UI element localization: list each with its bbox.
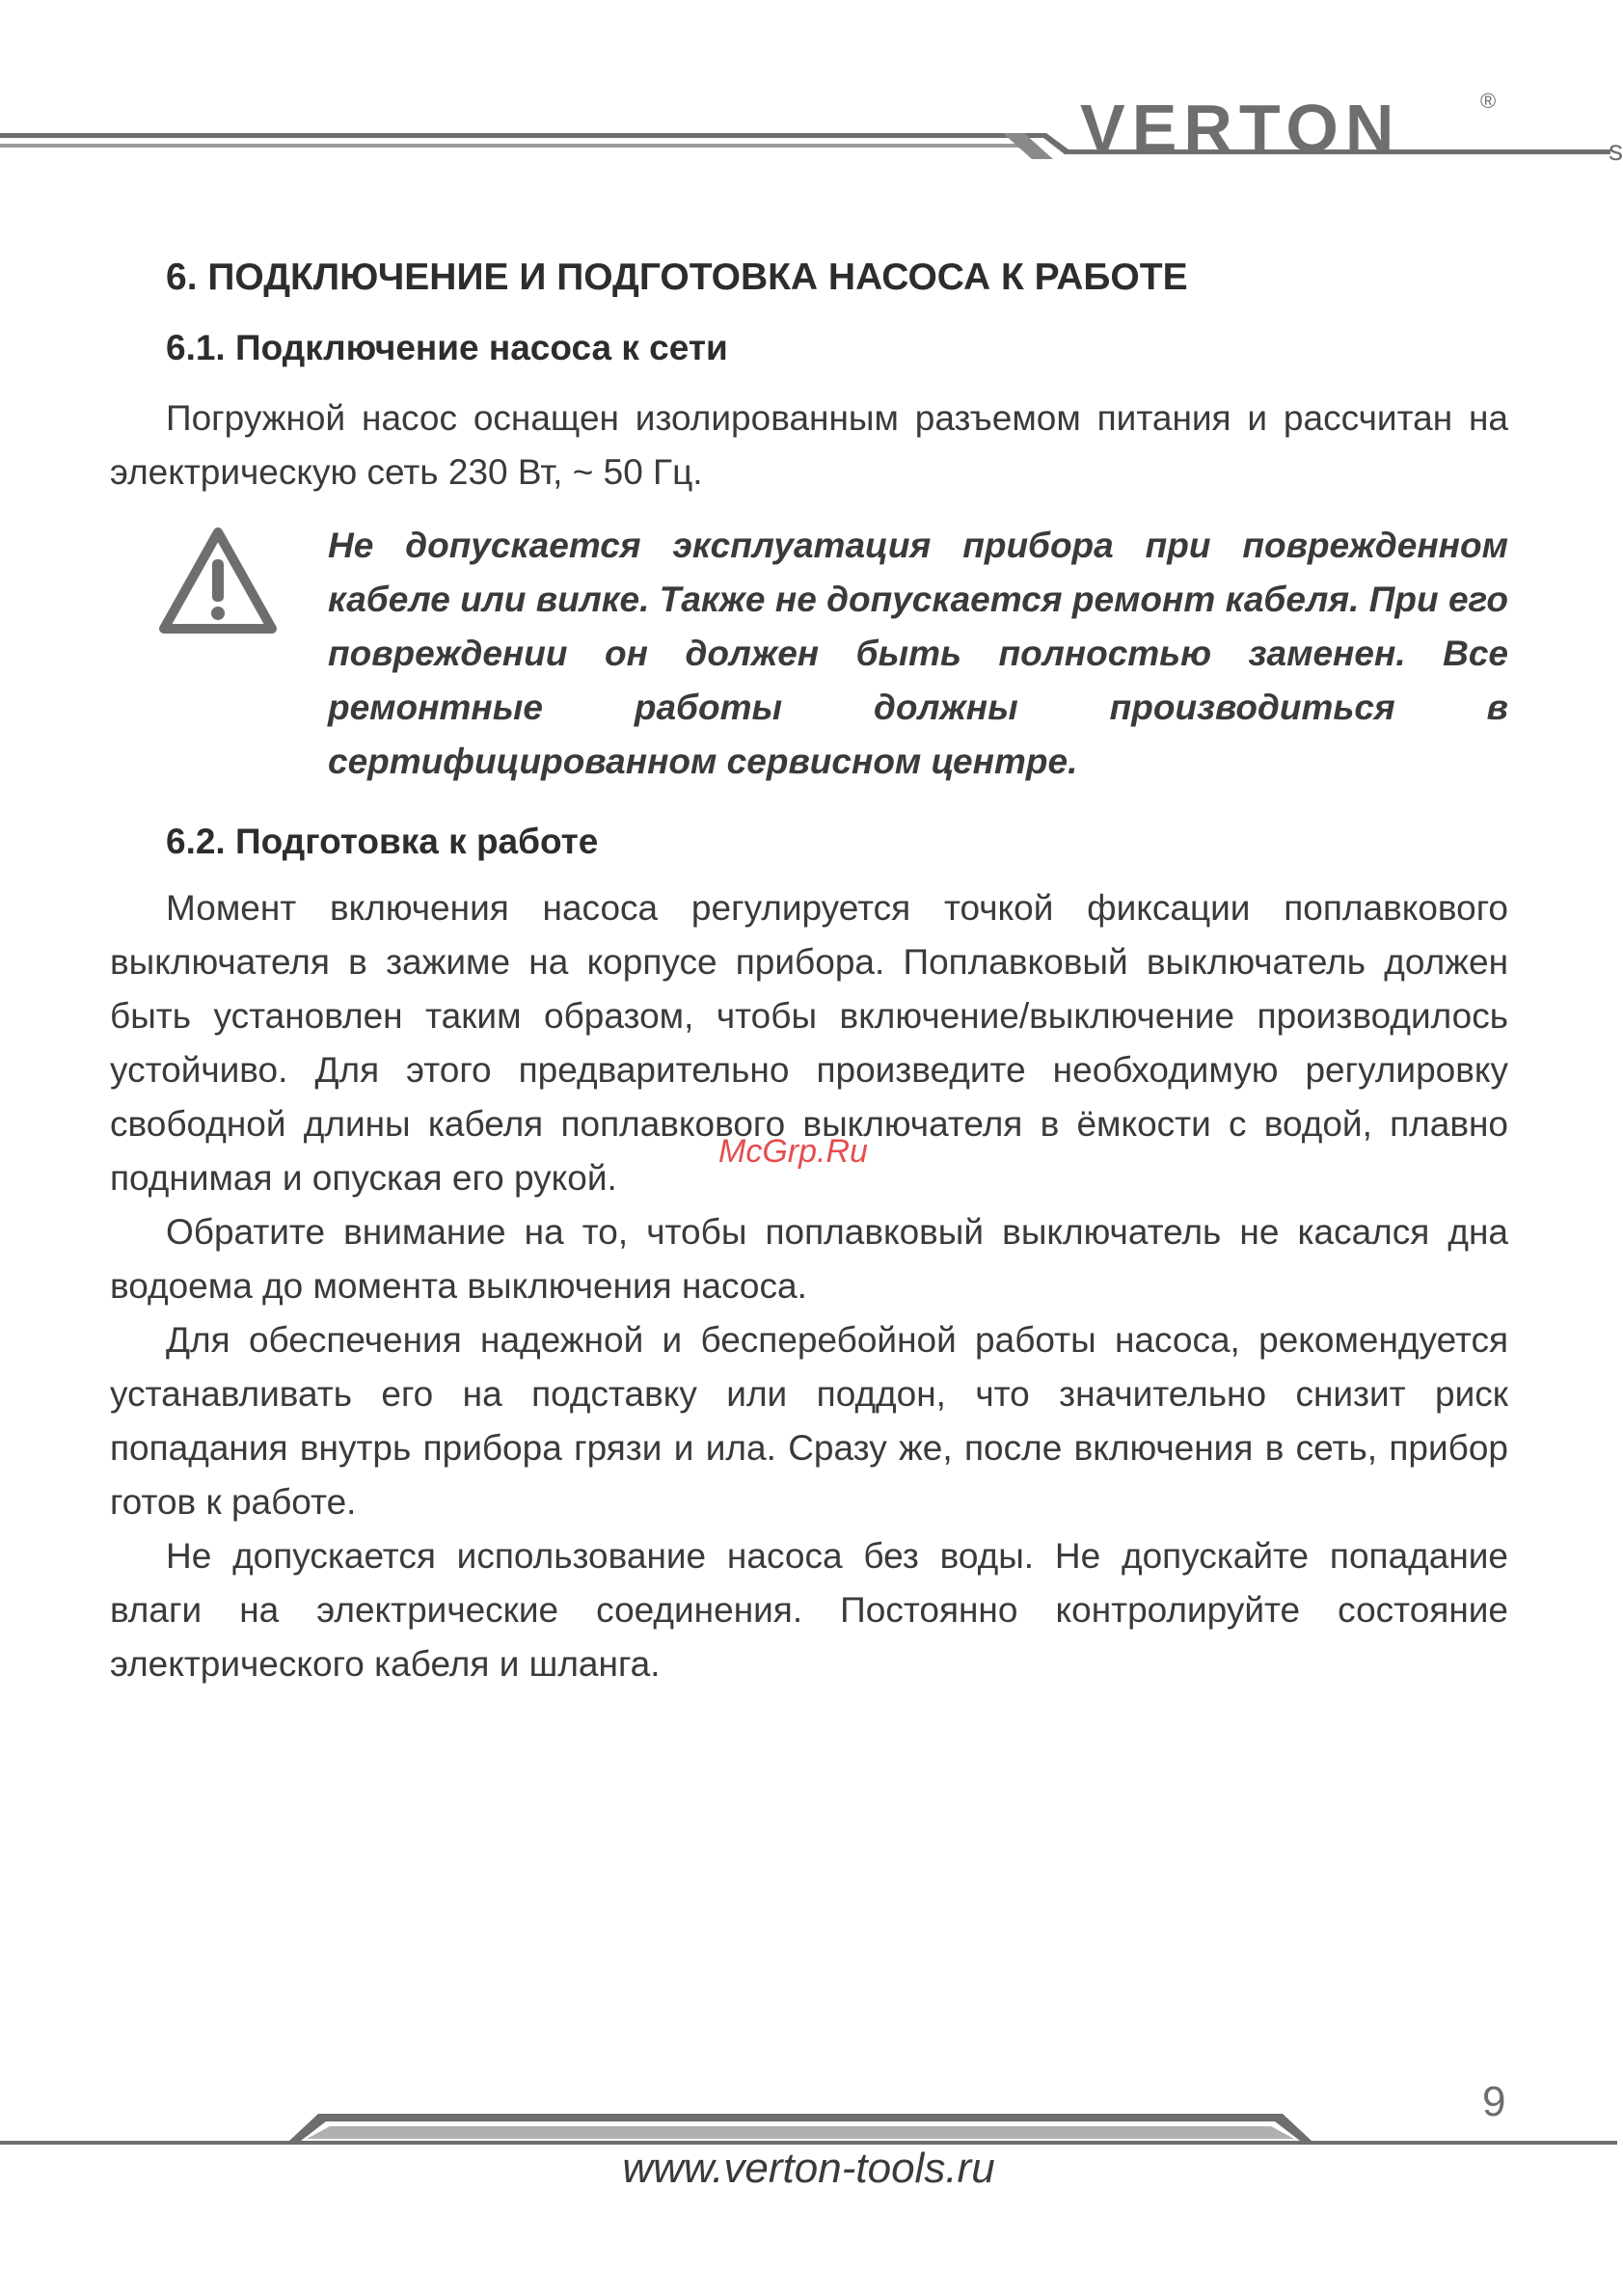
subsection-title-connection: 6.1. Подключение насоса к сети bbox=[166, 328, 728, 367]
preparation-paragraph-4: Не допускается использование насоса без воды. Не допускайте попадание влаги на электрические соединения. Постоянно контролируйте состояние электрического кабеля и шланга. bbox=[110, 1536, 1508, 1684]
warning-block bbox=[110, 519, 1508, 806]
footer-url: www.verton-tools.ru bbox=[622, 2145, 995, 2192]
connection-paragraph: Погружной насос оснащен изолированным разъемом питания и рассчитан на электрическую сеть 230 Вт, ~ 50 Гц. bbox=[110, 398, 1508, 492]
page-content bbox=[110, 253, 1508, 1691]
preparation-paragraph-1: Момент включения насоса регулируется точкой фиксации поплавкового выключателя в зажиме на корпусе прибора. Поплавковый выключатель должен быть установлен таким образом, чтобы включение/выключение производилось устойчиво. Для этого предварительно произведите необходимую регулировку свободной длины кабеля поплавкового выключателя в ёмкости с водой, плавно поднимая и опуская его рукой. bbox=[110, 888, 1508, 1198]
preparation-paragraph-3: Для обеспечения надежной и бесперебойной работы насоса, рекомендуется устанавливать его на подставку или поддон, что значительно снизит риск попадания внутрь прибора грязи и ила. Сразу же, после включения в сеть, прибор готов к работе. bbox=[110, 1320, 1508, 1522]
warning-text: Не допускается эксплуатация прибора при поврежденном кабеле или вилке. Также не допускается ремонт кабеля. При его повреждении он должен быть полностью заменен. Все ремонтные работы должны производиться в сертифицированном сервисном центре. bbox=[328, 526, 1508, 781]
section-title: 6. ПОДКЛЮЧЕНИЕ И ПОДГОТОВКА НАСОСА К РАБОТЕ bbox=[166, 257, 1188, 298]
page-number: 9 bbox=[1482, 2078, 1506, 2125]
watermark: McGrp.Ru bbox=[718, 1133, 868, 1170]
warning-triangle-icon bbox=[158, 527, 278, 636]
verton-logo: VERTON bbox=[1080, 91, 1401, 166]
registered-mark: ® bbox=[1480, 89, 1497, 113]
preparation-paragraph-2: Обратите внимание на то, чтобы поплавковый выключатель не касался дна водоема до момента выключения насоса. bbox=[110, 1212, 1508, 1306]
subsection-title-preparation: 6.2. Подготовка к работе bbox=[166, 822, 599, 861]
page-edge-mark: s bbox=[1609, 135, 1623, 167]
